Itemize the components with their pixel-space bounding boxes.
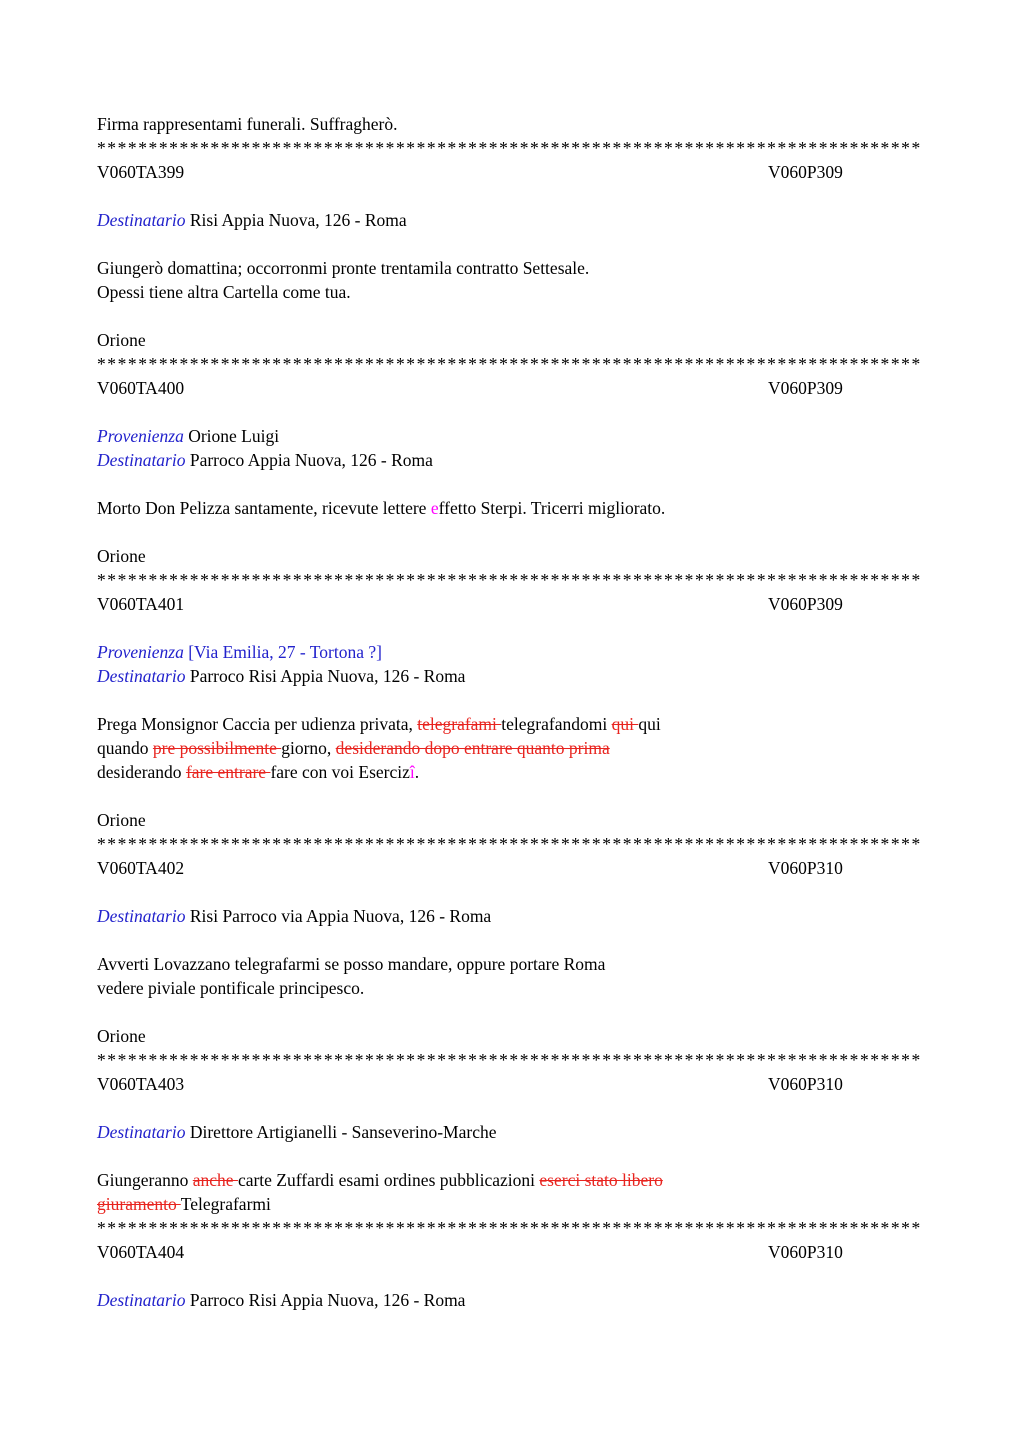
blank-line: [97, 304, 927, 328]
blank-line: [97, 1000, 927, 1024]
message-id-line: [97, 1240, 927, 1264]
blank-line: [97, 688, 927, 712]
telegram-transcript: [97, 112, 927, 1312]
telegram-id: V060TA401: [97, 594, 185, 614]
text-line: [97, 760, 927, 784]
text-run: telegrafandomi: [501, 714, 612, 734]
text-run: Parroco Appia Nuova, 126 - Roma: [185, 450, 433, 470]
separator-line: ********************************************************************************: [97, 1050, 922, 1070]
blank-line: [97, 1144, 927, 1168]
text-line: [97, 976, 927, 1000]
page-id: V060P309: [768, 378, 843, 398]
page-id: V060P310: [768, 1074, 843, 1094]
field-label: Destinatario: [97, 210, 186, 230]
text-line: [97, 1024, 927, 1048]
deleted-text: desiderando dopo entrare quanto prima: [335, 738, 610, 758]
deleted-text: giuramento: [97, 1194, 181, 1214]
telegram-id: V060TA402: [97, 858, 185, 878]
text-run: giorno,: [281, 738, 336, 758]
corrected-char: î: [409, 762, 415, 782]
field-label: Destinatario: [97, 1290, 186, 1310]
text-run: Risi Appia Nuova, 126 - Roma: [185, 210, 407, 230]
field-label: Provenienza: [97, 426, 184, 446]
text-line: [97, 328, 927, 352]
text-line: [97, 448, 927, 472]
field-label: Destinatario: [97, 1122, 186, 1142]
text-line: [97, 544, 927, 568]
text-run: Giungeranno: [97, 1170, 193, 1190]
telegram-id: V060TA404: [97, 1242, 185, 1262]
text-line: [97, 640, 927, 664]
blank-line: [97, 880, 927, 904]
text-line: [97, 952, 927, 976]
blank-line: [97, 784, 927, 808]
text-run: carte Zuffardi esami ordines pubblicazioni: [237, 1170, 540, 1190]
message-id-line: [97, 592, 927, 616]
corrected-char: e: [430, 498, 439, 518]
deleted-text: eserci stato libero: [539, 1170, 663, 1190]
deleted-text: fare entrare: [185, 762, 271, 782]
text-line: [97, 1120, 927, 1144]
text-run: Orione Luigi: [183, 426, 280, 446]
text-line: [97, 1288, 927, 1312]
blank-line: [97, 616, 927, 640]
text-run: Avverti Lovazzano telegrafarmi se posso mandare, oppure portare Roma: [97, 954, 606, 974]
message-id-line: [97, 376, 927, 400]
text-line: [97, 280, 927, 304]
text-line: [97, 712, 927, 736]
field-label: Destinatario: [97, 906, 186, 926]
text-run: desiderando: [97, 762, 186, 782]
separator-line: ********************************************************************************: [97, 354, 922, 374]
deleted-text: pre possibilmente: [152, 738, 282, 758]
field-label: Destinatario: [97, 450, 186, 470]
text-run: ffetto Sterpi. Tricerri migliorato.: [438, 498, 666, 518]
text-run: fare con voi Eserciz: [270, 762, 410, 782]
text-run: Orione: [97, 810, 146, 830]
text-line: [97, 256, 927, 280]
separator-line: ********************************************************************************: [97, 834, 922, 854]
separator-line: ********************************************************************************: [97, 570, 922, 590]
page-id: V060P310: [768, 858, 843, 878]
separator-line: ********************************************************************************: [97, 138, 922, 158]
text-line: [97, 496, 927, 520]
text-run: Orione: [97, 1026, 146, 1046]
annotation-text: [Via Emilia, 27 - Tortona ?]: [188, 642, 382, 662]
telegram-id: V060TA403: [97, 1074, 185, 1094]
blank-line: [97, 184, 927, 208]
text-run: Risi Parroco via Appia Nuova, 126 - Roma: [185, 906, 492, 926]
deleted-text: telegrafami: [417, 714, 502, 734]
message-id-line: [97, 1072, 927, 1096]
blank-line: [97, 472, 927, 496]
telegram-id: V060TA400: [97, 378, 185, 398]
text-line: [97, 208, 927, 232]
text-line: [97, 424, 927, 448]
text-run: Orione: [97, 330, 146, 350]
blank-line: [97, 232, 927, 256]
deleted-text: anche: [192, 1170, 238, 1190]
separator-line: ********************************************************************************: [97, 1218, 922, 1238]
text-run: Giungerò domattina; occorronmi pronte trentamila contratto Settesale.: [97, 258, 590, 278]
text-line: [97, 736, 927, 760]
text-run: quando: [97, 738, 153, 758]
page-id: V060P310: [768, 1242, 843, 1262]
page-id: V060P309: [768, 162, 843, 182]
message-id-line: [97, 856, 927, 880]
text-run: vedere piviale pontificale principesco.: [97, 978, 365, 998]
blank-line: [97, 1096, 927, 1120]
text-line: [97, 904, 927, 928]
deleted-text: qui: [611, 714, 639, 734]
text-line: [97, 112, 927, 136]
page-id: V060P309: [768, 594, 843, 614]
text-line: [97, 1168, 927, 1192]
text-run: Opessi tiene altra Cartella come tua.: [97, 282, 351, 302]
text-run: Telegrafarmi: [180, 1194, 271, 1214]
blank-line: [97, 928, 927, 952]
text-run: Parroco Risi Appia Nuova, 126 - Roma: [185, 1290, 466, 1310]
message-id-line: [97, 160, 927, 184]
text-run: Prega Monsignor Caccia per udienza privata,: [97, 714, 418, 734]
blank-line: [97, 400, 927, 424]
blank-line: [97, 1264, 927, 1288]
field-label: Destinatario: [97, 666, 186, 686]
text-run: Morto Don Pelizza santamente, ricevute lettere: [97, 498, 431, 518]
text-run: Firma rappresentami funerali. Suffragherò.: [97, 114, 398, 134]
text-line: [97, 1192, 927, 1216]
text-line: [97, 808, 927, 832]
text-run: qui: [638, 714, 661, 734]
blank-line: [97, 520, 927, 544]
text-run: Parroco Risi Appia Nuova, 126 - Roma: [185, 666, 466, 686]
text-run: Orione: [97, 546, 146, 566]
text-run: .: [414, 762, 420, 782]
field-label: Provenienza: [97, 642, 184, 662]
text-run: Direttore Artigianelli - Sanseverino-Marche: [185, 1122, 497, 1142]
telegram-id: V060TA399: [97, 162, 185, 182]
text-line: [97, 664, 927, 688]
